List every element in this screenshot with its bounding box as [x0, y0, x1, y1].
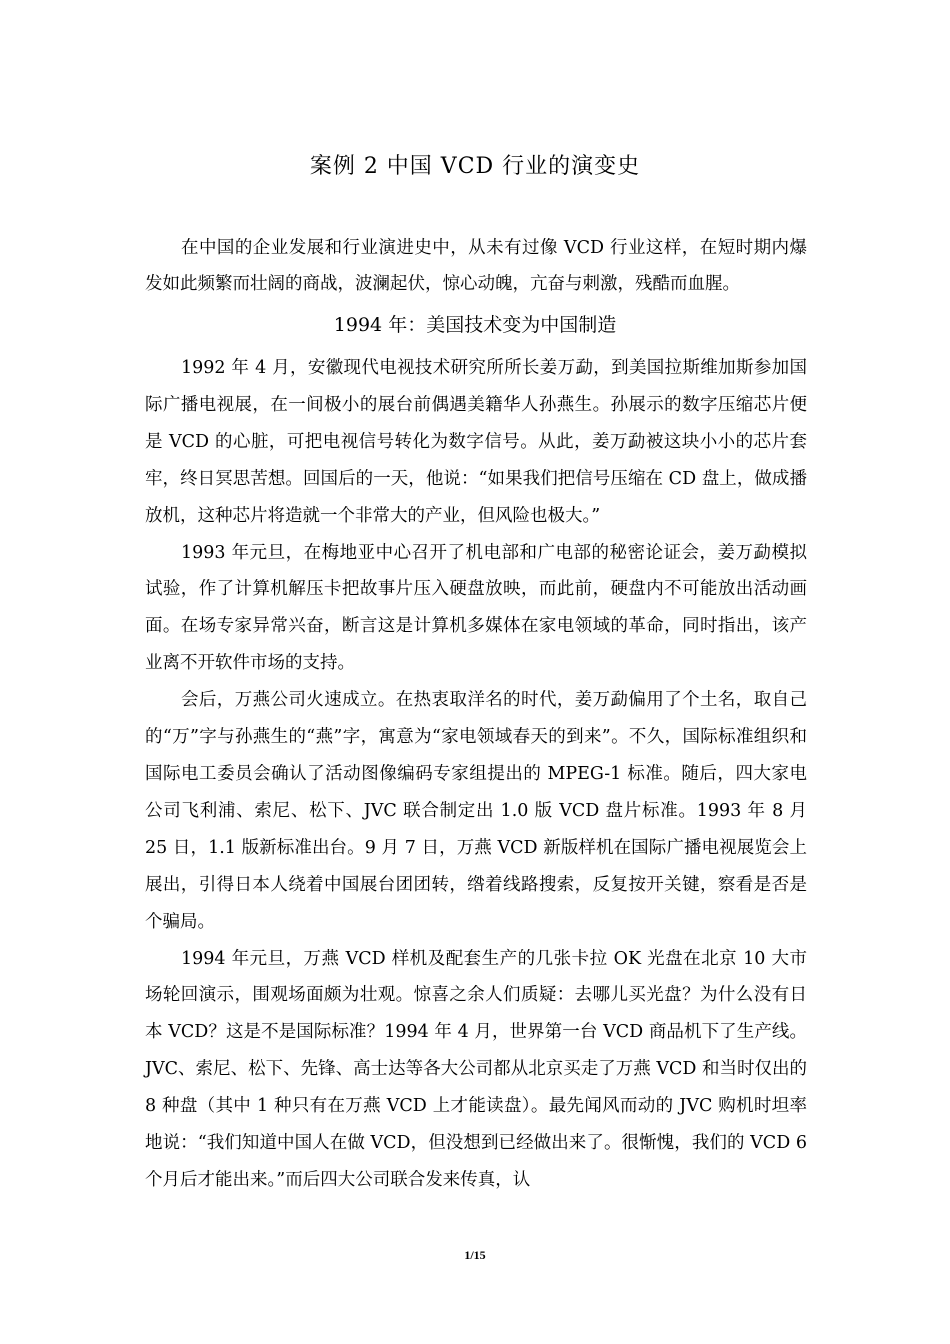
- page-title: 案例 2 中国 VCD 行业的演变史: [309, 154, 641, 179]
- paragraph: 1992 年 4 月，安徽现代电视技术研究所所长姜万勐，到美国拉斯维加斯参加国际广播电视展，在一间极小的展台前偶遇美籍华人孙燕生。孙展示的数字压缩芯片便是 VCD 的心脏，可把电视信号转化为数字信号。从此，姜万勐被这块小小的芯片套牢，终日冥思苦想。回国后的一天，他说：“如果我们把信号压缩在 CD 盘上，做成播放机，这种芯片将造就一个非常大的产业，但风险也极大。”: [145, 358, 807, 526]
- section-heading: 1994 年：美国技术变为中国制造: [333, 314, 617, 336]
- paragraph: 1993 年元旦，在梅地亚中心召开了机电部和广电部的秘密论证会，姜万勐模拟试验，作了计算机解压卡把故事片压入硬盘放映，而此前，硬盘内不可能放出活动画面。在场专家异常兴奋，断言这是计算机多媒体在家电领域的革命，同时指出，该产业离不开软件市场的支持。: [145, 542, 807, 674]
- paragraph: 1994 年元旦，万燕 VCD 样机及配套生产的几张卡拉 OK 光盘在北京 10 大市场轮回演示，围观场面颇为壮观。惊喜之余人们质疑：去哪儿买光盘？为什么没有日本 VCD？这是不是国际标准？1994 年 4 月，世界第一台 VCD 商品机下了生产线。JVC、索尼、松下、先锋、高士达等各大公司都从北京买走了万燕 VCD 和当时仅出的 8 种盘（其中 1 种只有在万燕 VCD 上才能读盘）。最先闻风而动的 JVC 购机时坦率地说：“我们知道中国人在做 VCD，但没想到已经做出来了。很惭愧，我们的 VCD 6 个月后才能出来。”而后四大公司联合发来传真，认: [145, 948, 807, 1190]
- paragraph: 会后，万燕公司火速成立。在热衷取洋名的时代，姜万勐偏用了个土名，取自己的“万”字与孙燕生的“燕”字，寓意为“家电领域春天的到来”。不久，国际标准组织和国际电工委员会确认了活动图像编码专家组提出的 MPEG-1 标准。随后，四大家电公司飞利浦、索尼、松下、JVC 联合制定出 1.0 版 VCD 盘片标准。1993 年 8 月 25 日，1.1 版新标准出台。9 月 7 日，万燕 VCD 新版样机在国际广播电视展览会上展出，引得日本人绕着中国展台团团转，绺着线路搜索，反复按开关键，察看是否是个骗局。: [145, 690, 807, 932]
- intro-paragraph: 在中国的企业发展和行业演进史中，从未有过像 VCD 行业这样，在短时期内爆发如此频繁而壮阔的商战，波澜起伏，惊心动魄，亢奋与刺激，残酷而血腥。: [145, 238, 807, 294]
- body-text: [145, 350, 807, 1199]
- page-number: 1/15: [464, 1248, 486, 1262]
